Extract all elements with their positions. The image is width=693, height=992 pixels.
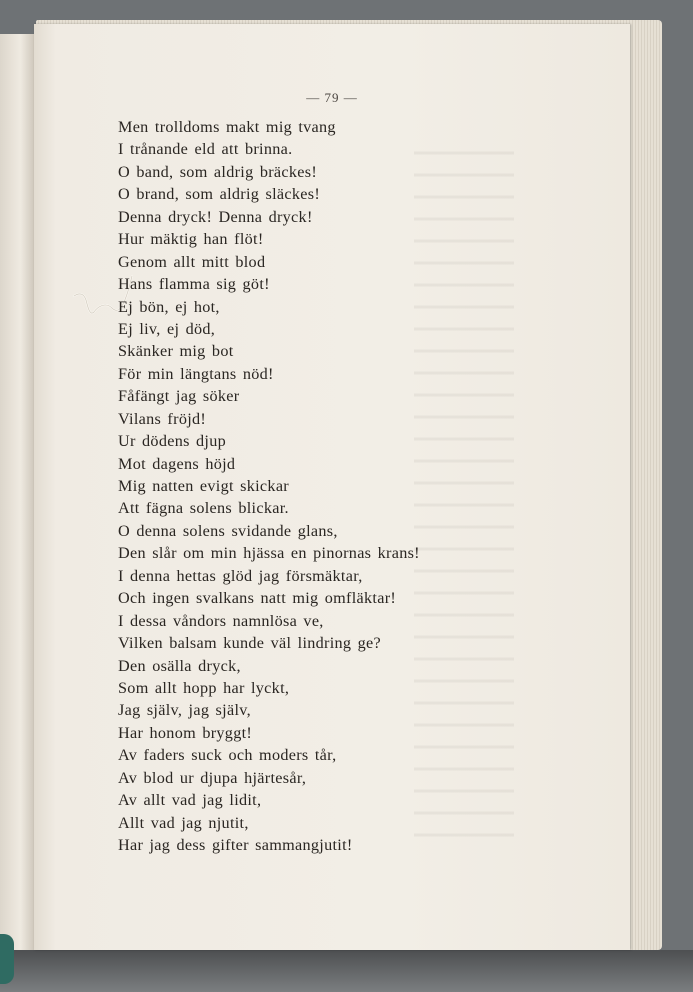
poem-line: Den slår om min hjässa en pinornas krans! bbox=[118, 544, 420, 563]
poem-line: O band, som aldrig bräckes! bbox=[118, 162, 318, 181]
poem-line: Mot dagens höjd bbox=[118, 454, 236, 473]
table-surface bbox=[0, 950, 693, 992]
poem-line: Hans flamma sig göt! bbox=[118, 275, 270, 294]
poem-line: Genom allt mitt blod bbox=[118, 252, 266, 271]
poem-line: Denna dryck! Denna dryck! bbox=[118, 207, 313, 226]
poem-line: Men trolldoms makt mig tvang bbox=[118, 118, 336, 136]
poem-line: Av allt vad jag lidit, bbox=[118, 791, 262, 810]
left-page-tab bbox=[0, 934, 14, 984]
poem-line: Att fägna solens blickar. bbox=[118, 499, 289, 518]
book-page bbox=[34, 24, 630, 950]
poem-line: I trånande eld att brinna. bbox=[118, 140, 293, 159]
poem-line: Allt vad jag njutit, bbox=[118, 813, 249, 832]
poem-line: O brand, som aldrig släckes! bbox=[118, 185, 321, 204]
poem-line: Vilken balsam kunde väl lindring ge? bbox=[118, 634, 382, 653]
poem-line: Har jag dess gifter sammangjutit! bbox=[118, 836, 353, 854]
poem-line: Ur dödens djup bbox=[118, 432, 227, 451]
left-page-edge bbox=[0, 34, 35, 950]
poem-line: Den osälla dryck, bbox=[118, 656, 241, 675]
poem-line: I denna hettas glöd jag försmäktar, bbox=[118, 566, 363, 585]
poem-line: Och ingen svalkans natt mig omfläktar! bbox=[118, 589, 397, 608]
poem-line: Vilans fröjd! bbox=[118, 409, 207, 428]
poem-line: Ej liv, ej död, bbox=[118, 319, 216, 338]
poem-line: Av blod ur djupa hjärtesår, bbox=[118, 768, 307, 787]
poem-line: Av faders suck och moders tår, bbox=[118, 746, 337, 765]
poem-line: Har honom bryggt! bbox=[118, 723, 253, 742]
poem-line: O denna solens svidande glans, bbox=[118, 521, 338, 540]
poem-line: För min längtans nöd! bbox=[118, 364, 274, 383]
poem-line: Skänker mig bot bbox=[118, 342, 234, 361]
poem-line: Hur mäktig han flöt! bbox=[118, 230, 264, 249]
poem-line: Fåfängt jag söker bbox=[118, 387, 240, 406]
page-number: — 79 — bbox=[306, 90, 358, 105]
poem-line: Mig natten evigt skickar bbox=[118, 477, 289, 495]
poem-line: Jag själv, jag själv, bbox=[118, 701, 251, 720]
poem-line: Ej bön, ej hot, bbox=[118, 297, 220, 316]
poem-line: Som allt hopp har lyckt, bbox=[118, 678, 290, 697]
poem-line: I dessa våndors namnlösa ve, bbox=[118, 611, 324, 630]
poem-text bbox=[118, 116, 598, 856]
